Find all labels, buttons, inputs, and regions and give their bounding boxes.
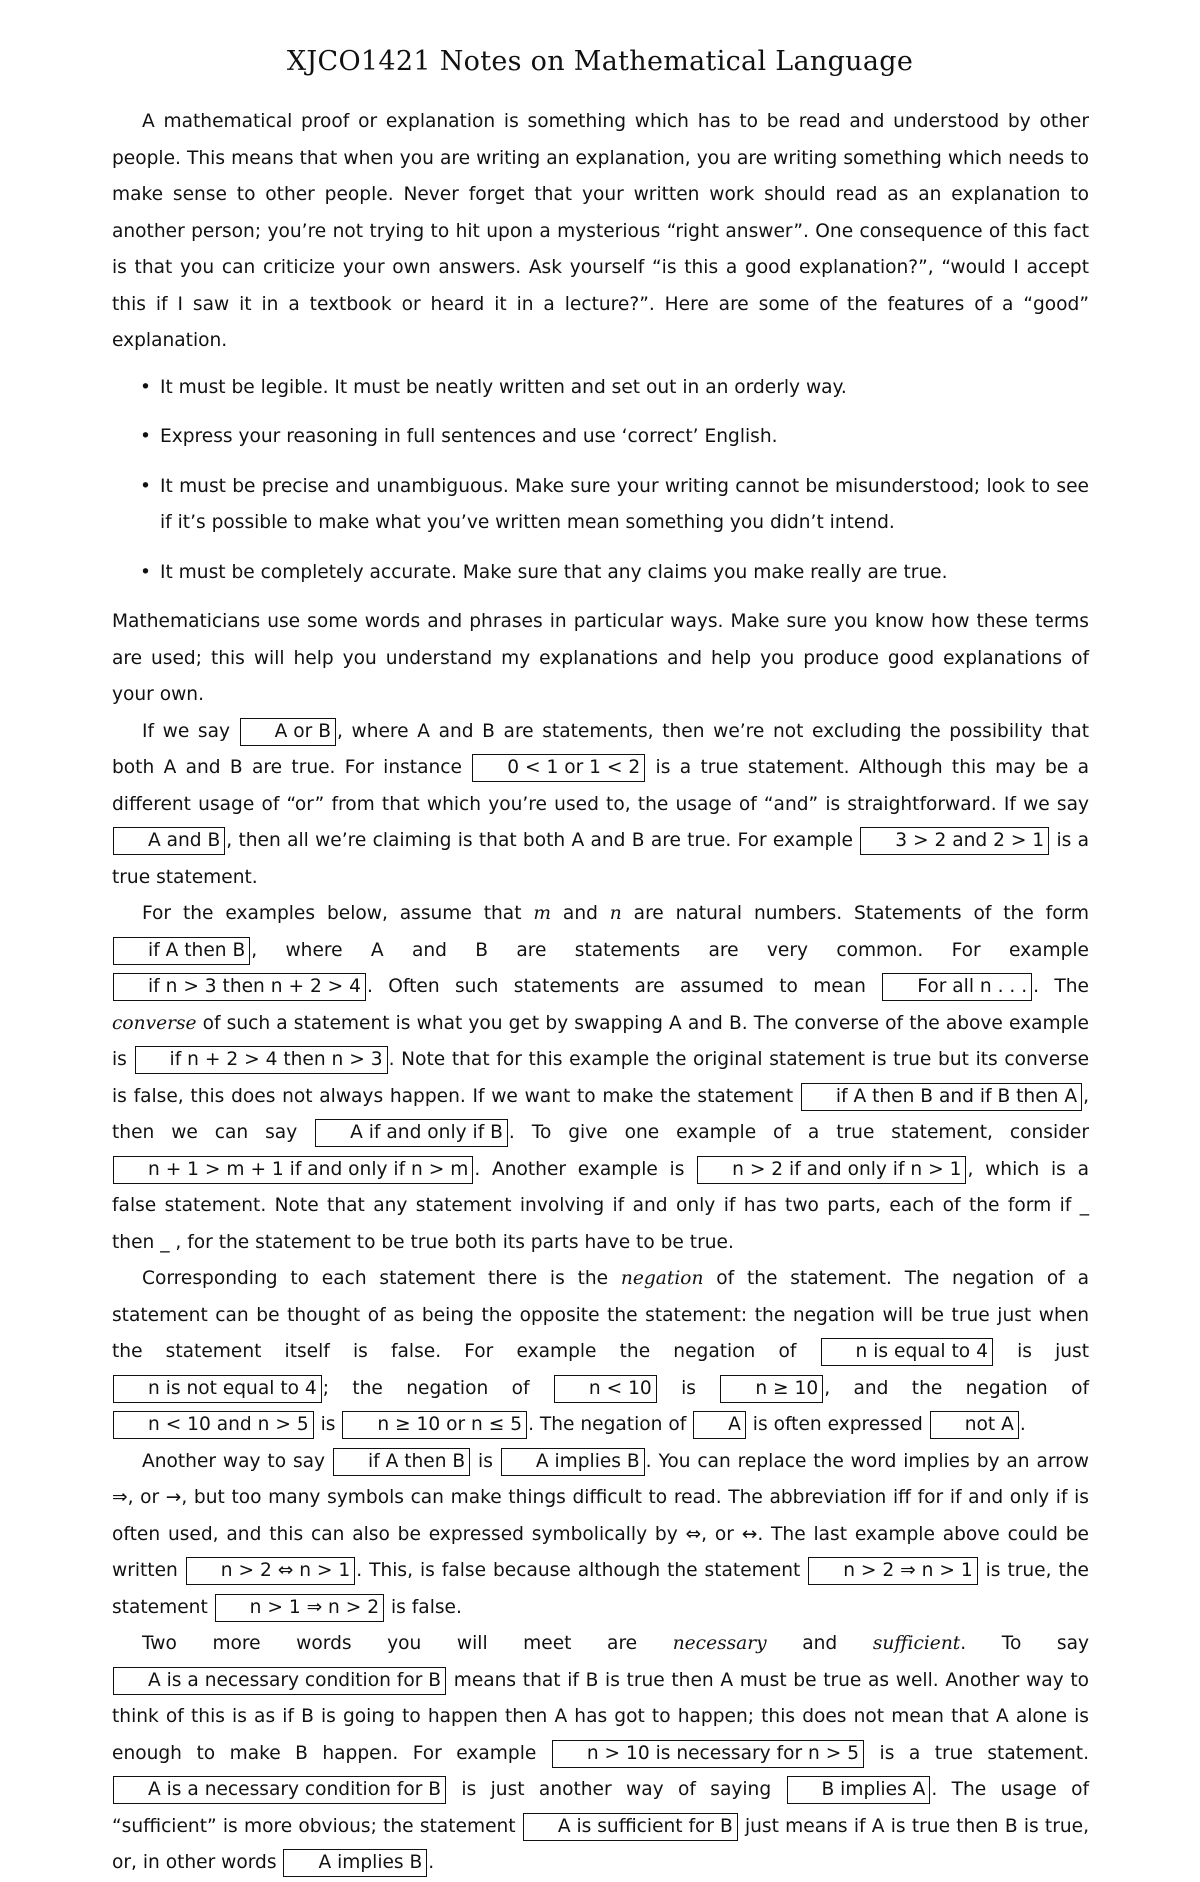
boxed-expression: A if and only if B <box>315 1119 508 1147</box>
boxed-expression: n < 10 and n > 5 <box>113 1411 314 1439</box>
text: . Often such statements are assumed to mean <box>367 976 882 997</box>
conditional-paragraph <box>112 896 1089 1261</box>
boxed-expression: A or B <box>240 718 336 746</box>
text: , and the negation of <box>824 1377 1089 1399</box>
boxed-expression: n > 2 if and only if n > 1 <box>697 1156 966 1184</box>
text: are natural numbers. Statements of the form <box>621 903 1090 924</box>
boxed-expression: if A then B and if B then A <box>801 1083 1082 1111</box>
text: means that if B is true then A must be true as well. Another way to think of this is as if B is going to happen then A has got to happen; this does not mean that A alone is enough to make B happen. For example <box>112 1669 1089 1764</box>
text: ; the negation of <box>322 1377 553 1399</box>
text: is just <box>993 1341 1089 1362</box>
or-and-paragraph <box>112 714 1089 897</box>
boxed-expression: n ≥ 10 <box>720 1375 823 1403</box>
text: is a true statement. Although this may be a different usage of “or” from that which you’re used to, the usage of “and” is straightforward. If we say <box>112 757 1089 815</box>
text: . This, is false because although the statement <box>356 1560 808 1581</box>
text: , where A and B are statements are very common. For example <box>251 939 1089 961</box>
text: . To say <box>960 1633 1089 1654</box>
boxed-expression: if n > 3 then n + 2 > 4 <box>113 973 366 1001</box>
text: of such a statement is what you get by swapping A and B. The converse of the above example is <box>112 1012 1089 1070</box>
text: and <box>766 1633 873 1654</box>
text: is just another way of saying <box>447 1779 786 1800</box>
text: . Note that for this example the original statement is true but its converse is false, this does not always happen. If we want to make the statement <box>112 1049 1090 1107</box>
boxed-expression: A is sufficient for B <box>523 1813 738 1841</box>
text: , then all we’re claiming is that both A and B are true. For example <box>226 830 860 851</box>
math-variable: m <box>533 903 552 924</box>
boxed-expression: 0 < 1 or 1 < 2 <box>472 754 645 782</box>
text: of the statement. The negation of a statement can be thought of as being the opposite the statement: the negation will be true just when the statement itself is false. For example the negation of <box>112 1268 1089 1362</box>
text: . The <box>1033 976 1089 997</box>
boxed-expression: n > 10 is necessary for n > 5 <box>552 1740 864 1768</box>
math-variable: n <box>609 903 622 924</box>
implies-paragraph <box>112 1444 1089 1627</box>
text: , which is a false statement. Note that any statement involving if and only if has two parts, each of the form if _ then _ , for the statement to be true both its parts have to be true. <box>112 1158 1089 1253</box>
text: Corresponding to each statement there is the <box>142 1268 621 1289</box>
text: is often expressed <box>746 1414 929 1435</box>
negation-paragraph <box>112 1261 1089 1444</box>
emphasis: sufficient <box>872 1633 961 1654</box>
list-item: • It must be completely accurate. Make sure that any claims you make really are true. <box>160 555 1089 592</box>
boxed-expression: A <box>693 1411 746 1439</box>
text: is <box>657 1377 720 1399</box>
text: . Another example is <box>474 1158 697 1180</box>
boxed-expression: A implies B <box>283 1849 427 1877</box>
boxed-expression: n > 2 ⇒ n > 1 <box>808 1557 977 1585</box>
text: is <box>314 1414 342 1435</box>
boxed-expression: not A <box>930 1411 1019 1439</box>
boxed-expression: n > 1 ⇒ n > 2 <box>215 1594 384 1622</box>
boxed-expression: A is a necessary condition for B <box>113 1776 446 1804</box>
boxed-expression: n < 10 <box>554 1375 657 1403</box>
boxed-expression: n ≥ 10 or n ≤ 5 <box>342 1411 527 1439</box>
boxed-expression: For all n . . . <box>882 973 1032 1001</box>
boxed-expression: if n + 2 > 4 then n > 3 <box>135 1046 388 1074</box>
intro-paragraph: A mathematical proof or explanation is something which has to be read and understood by other people. This means that when you are writing an explanation, you are writing something which needs to make sense to other people. Never forget that your written work should read as an explanation to another person; you’re not trying to hit upon a mysterious “right answer”. One consequence of this fact is that you can criticize your own answers. Ask yourself “is this a good explanation?”, “would I accept this if I saw it in a textbook or heard it in a lecture?”. Here are some of the features of a “good” explanation. <box>112 111 1089 351</box>
boxed-expression: if A then B <box>333 1448 470 1476</box>
boxed-expression: n + 1 > m + 1 if and only if n > m <box>113 1156 473 1184</box>
text: For the examples below, assume that <box>142 903 534 924</box>
text: just means if A is true then B is true, or, in other words <box>112 1815 1089 1873</box>
text: . You can replace the word implies by an arrow ⇒, or →, but too many symbols can make things difficult to read. The abbreviation iff for if and only if is often used, and this can also be expressed symbolically by ⇔, or ↔. The last example above could be written <box>112 1450 1089 1581</box>
boxed-expression: A and B <box>113 827 225 855</box>
boxed-expression: n is not equal to 4 <box>113 1375 322 1403</box>
text: Another way to say <box>142 1450 332 1472</box>
text: , then we can say <box>112 1085 1089 1143</box>
boxed-expression: if A then B <box>113 937 250 965</box>
page-title: XJCO1421 Notes on Mathematical Language <box>286 46 914 77</box>
list-item: • It must be legible. It must be neatly written and set out in an orderly way. <box>160 370 1089 407</box>
boxed-expression: A implies B <box>501 1448 645 1476</box>
text: and <box>551 903 610 924</box>
text: is <box>471 1450 500 1472</box>
document-body <box>112 104 1089 1882</box>
list-item: • Express your reasoning in full sentences and use ‘correct’ English. <box>160 419 1089 456</box>
list-item: • It must be precise and unambiguous. Make sure your writing cannot be misunderstood; look to see if it’s possible to make what you’ve written mean something you didn’t intend. <box>160 469 1089 542</box>
terms-paragraph: Mathematicians use some words and phrases in particular ways. Make sure you know how these terms are used; this will help you understand my explanations and help you produce good explanations of your own. <box>112 611 1089 705</box>
text: . The usage of “sufficient” is more obvious; the statement <box>112 1779 1090 1837</box>
text: If we say <box>142 720 239 742</box>
emphasis: negation <box>620 1268 704 1289</box>
text: is false. <box>385 1596 462 1618</box>
text: . <box>1019 1414 1026 1435</box>
text: is true, the statement <box>112 1560 1089 1618</box>
boxed-expression: 3 > 2 and 2 > 1 <box>860 827 1049 855</box>
boxed-expression: n is equal to 4 <box>821 1338 993 1366</box>
text: . To give one example of a true statement, consider <box>508 1122 1089 1143</box>
text: , where A and B are statements, then we’re not excluding the possibility that both A and B are true. For instance <box>112 720 1090 778</box>
text: . <box>428 1852 435 1873</box>
text: Two more words you will meet are <box>142 1633 673 1654</box>
boxed-expression: n > 2 ⇔ n > 1 <box>186 1557 355 1585</box>
feature-list <box>112 370 1089 592</box>
necessary-sufficient-paragraph <box>112 1626 1089 1882</box>
text: is a true statement. <box>112 830 1089 888</box>
boxed-expression: B implies A <box>787 1776 931 1804</box>
emphasis: converse <box>112 1012 197 1034</box>
text: is a true statement. <box>865 1742 1090 1764</box>
boxed-expression: A is a necessary condition for B <box>113 1667 446 1695</box>
emphasis: necessary <box>672 1633 767 1654</box>
text: . The negation of <box>528 1414 693 1435</box>
